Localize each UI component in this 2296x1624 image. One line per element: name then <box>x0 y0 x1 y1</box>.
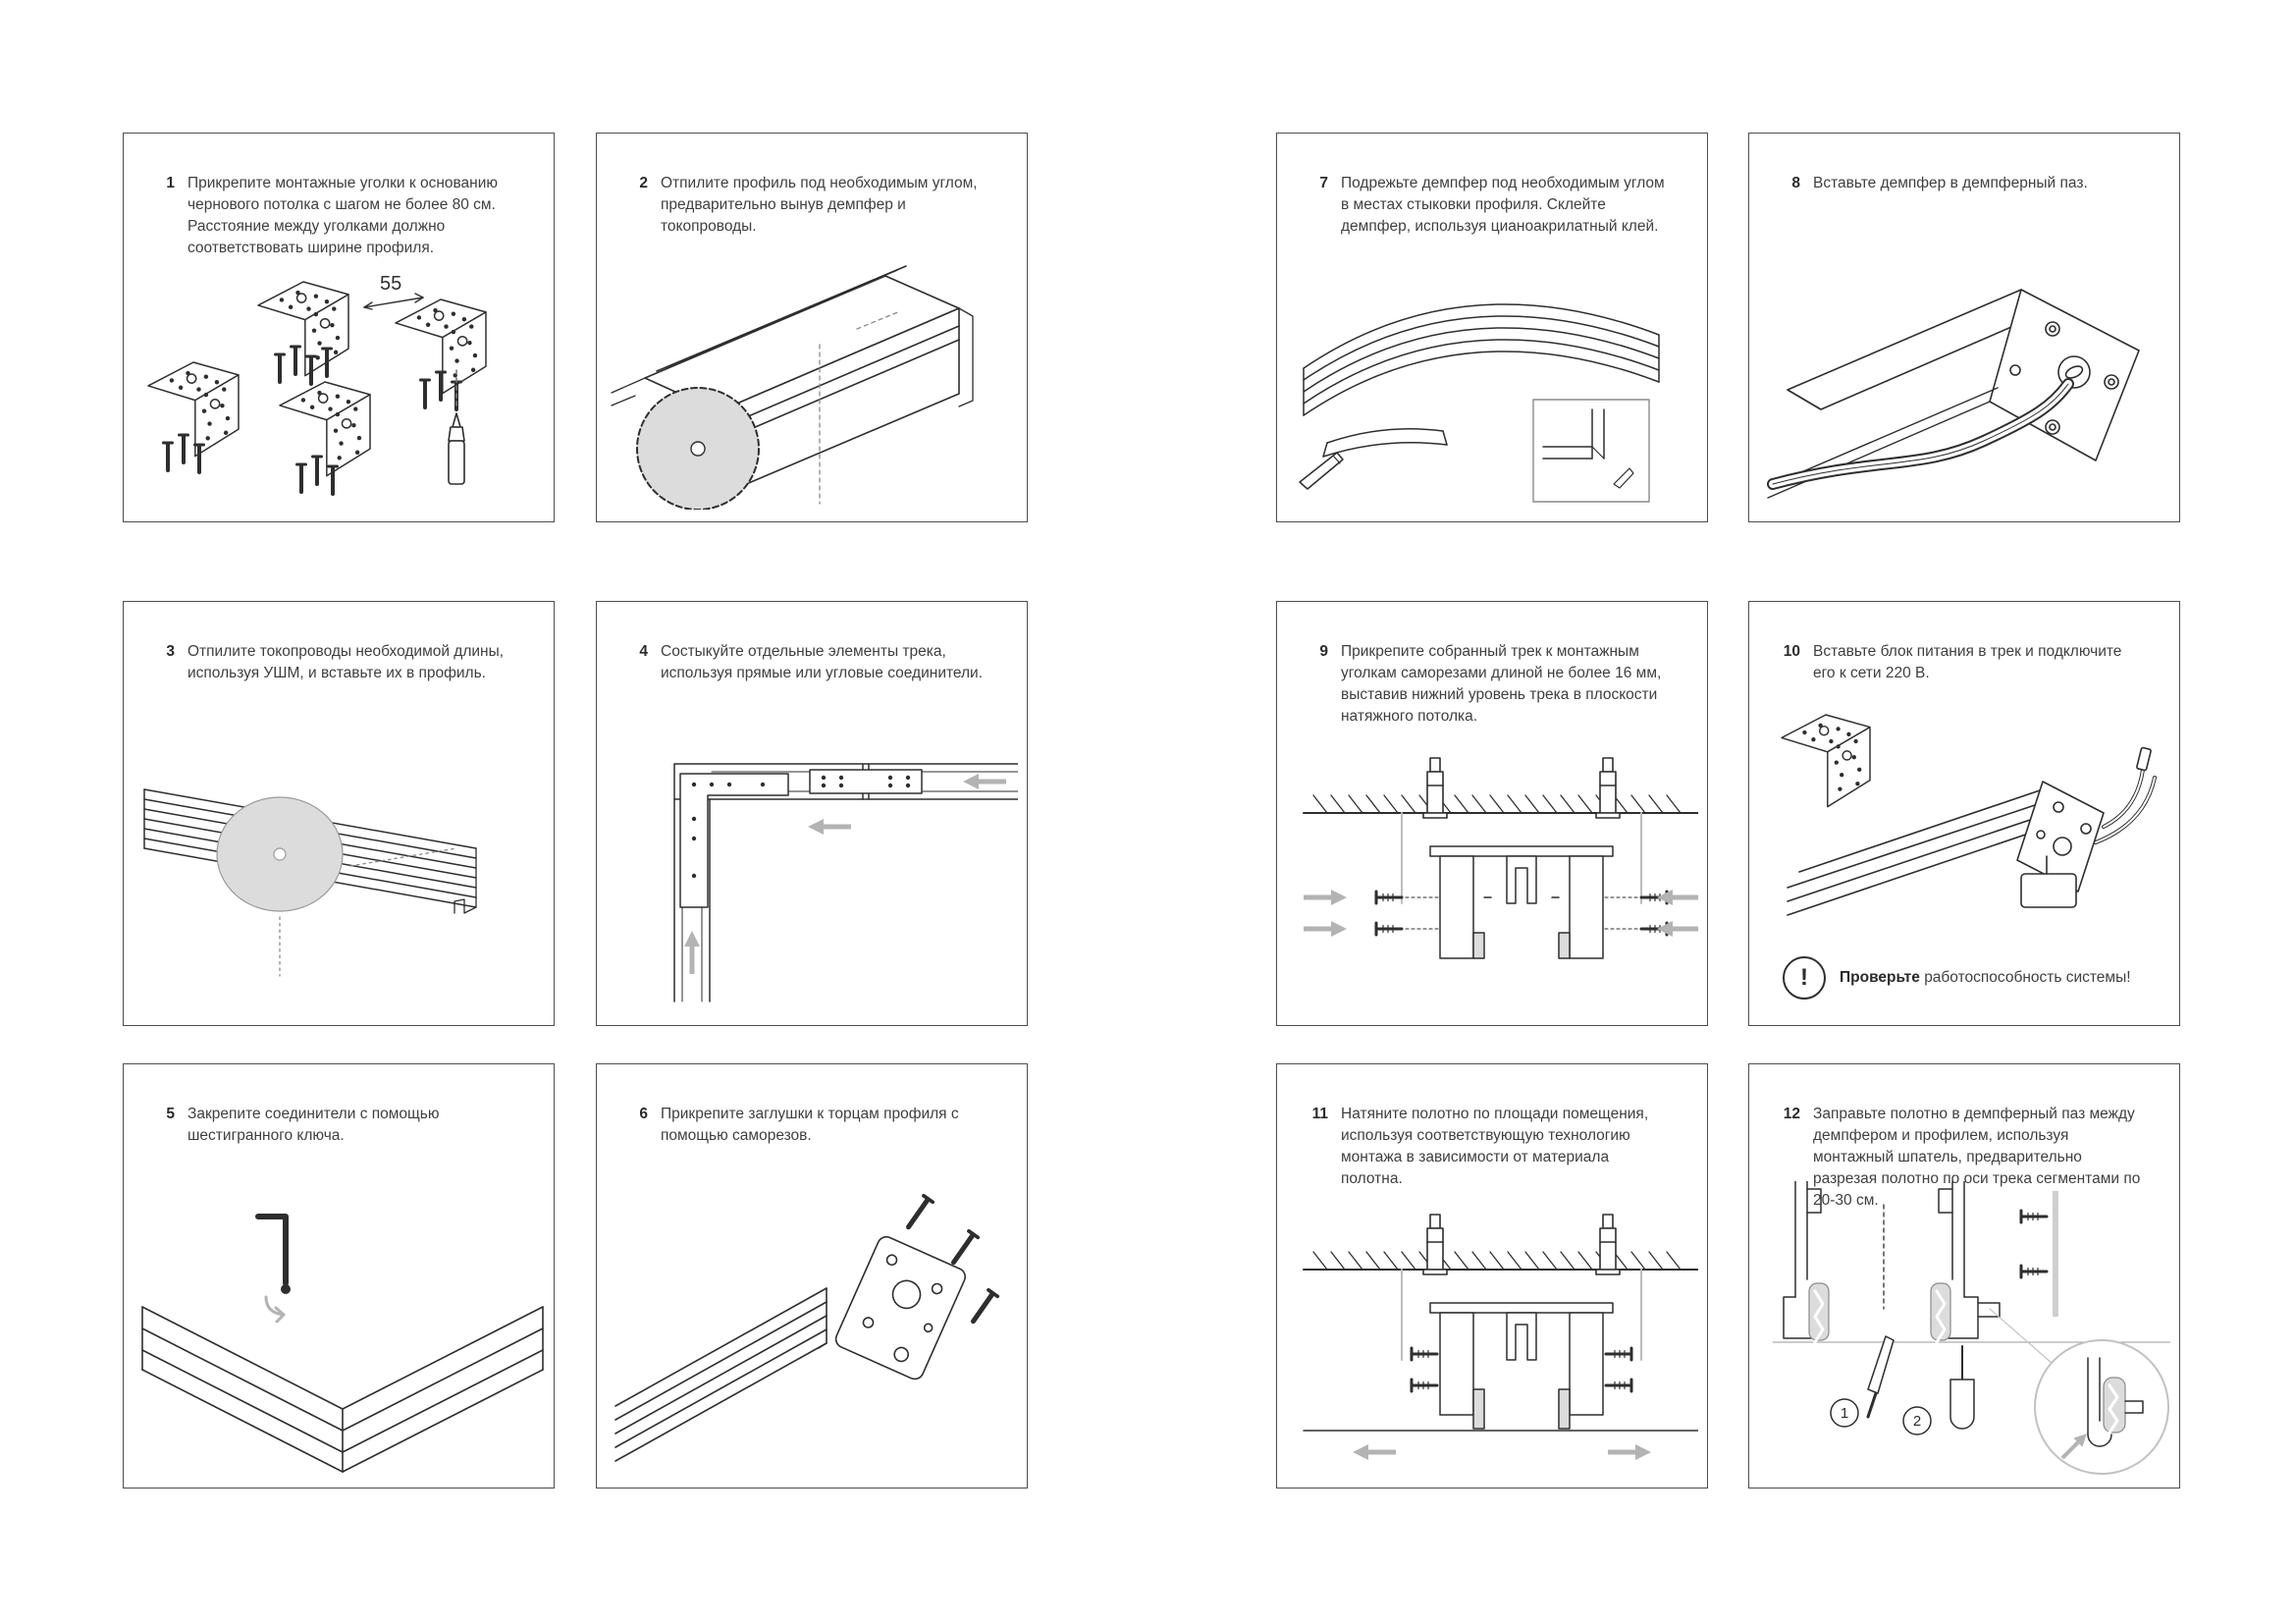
step-head <box>622 641 993 684</box>
rotation-arrow-icon <box>266 1297 284 1322</box>
step-panel-10 <box>1748 601 2180 1026</box>
hanger-bolt-icon <box>1423 1215 1447 1274</box>
step-number: 9 <box>1319 643 1328 660</box>
illustration-area <box>1277 1213 1707 1476</box>
step-number: 8 <box>1791 175 1800 191</box>
illustration-area <box>1749 1181 2179 1476</box>
arrow-right-icon <box>1304 890 1347 905</box>
power-supply-illustration <box>1758 709 2170 923</box>
hex-key-corner-illustration <box>133 1181 545 1476</box>
illustration-area <box>124 276 554 510</box>
step-panel-7 <box>1276 133 1708 522</box>
step-text: Натяните полотно по площади помещения, используя соответствующую технологию монтажа в зависимости от материала полотна. <box>1341 1106 1649 1187</box>
step-head <box>1775 641 2146 684</box>
step-text: Заправьте полотно в демпферный паз между демпфером и профилем, используя монтажный шпатель, предварительно разрезая полотно по оси трека сегментами по 20-30 см. <box>1813 1106 2141 1209</box>
straight-connector-plate <box>810 770 922 793</box>
warning-note <box>1783 956 2134 1000</box>
step-number: 4 <box>639 643 648 660</box>
step-text: Подрежьте демпфер под необходимым углом в местах стыковки профиля. Склейте демпфер, используя цианоакрилатный клей. <box>1341 175 1665 235</box>
connectors-illustration <box>606 729 1018 1013</box>
step-panel-12 <box>1748 1063 2180 1489</box>
arrow-left-icon <box>808 819 851 835</box>
step-text: Прикрепите монтажные уголки к основанию чернового потолка с шагом не более 80 см. Расстояние между уголками должно соответствовать ширине профиля. <box>187 175 499 256</box>
magnifier-detail <box>1990 1309 2168 1474</box>
ceiling-hatch <box>1313 1252 1681 1270</box>
step-text: Прикрепите заглушки к торцам профиля с помощью саморезов. <box>661 1106 959 1144</box>
step-head <box>1303 173 1674 238</box>
step-panel-3 <box>123 601 555 1026</box>
side-screws <box>1376 892 1667 935</box>
end-cap-illustration <box>606 1181 1018 1476</box>
step-text: Отпилите профиль под необходимым углом, предварительно вынув демпфер и токопроводы. <box>661 175 978 235</box>
step-text: Вставьте демпфер в демпферный паз. <box>1813 175 2088 191</box>
step-number: 1 <box>166 175 175 191</box>
dimension-label: 55 <box>380 276 402 295</box>
step-number: 12 <box>1783 1106 1800 1122</box>
step-head <box>1303 641 1674 728</box>
step-head <box>149 1104 520 1147</box>
cut-damper-piece <box>1323 429 1447 457</box>
exclamation-icon: ! <box>1783 956 1826 1000</box>
arrow-left-icon <box>1353 1444 1396 1460</box>
spatula-icon <box>1950 1346 1974 1429</box>
track-cross-section <box>1430 846 1613 958</box>
step-text: Вставьте блок питания в трек и подключите его к сети 220 В. <box>1813 643 2122 681</box>
side-screws <box>2021 1191 2058 1317</box>
step-panel-2 <box>596 133 1028 522</box>
step-number: 5 <box>166 1106 175 1122</box>
step-panel-6 <box>596 1063 1028 1489</box>
hanger-bolt-icon <box>1596 758 1620 818</box>
track-cross-section <box>1430 1303 1613 1429</box>
knife-icon <box>1300 453 1343 489</box>
step-text: Состыкуйте отдельные элементы трека, используя прямые или угловые соединители. <box>661 643 984 681</box>
step-head <box>622 1104 993 1147</box>
track-body <box>1788 789 2055 915</box>
circular-saw-blade-icon <box>637 388 759 510</box>
step-text: Закрепите соединители с помощью шестигранного ключа. <box>187 1106 440 1144</box>
end-cap-plate <box>833 1234 968 1381</box>
step-panel-4 <box>596 601 1028 1026</box>
illustration-area <box>1277 274 1707 510</box>
frame-corner <box>142 1307 543 1472</box>
membrane-tuck-illustration <box>1758 1181 2170 1476</box>
step-text: Прикрепите собранный трек к монтажным уголкам саморезами длиной не более 16 мм, выставив нижний уровень трека в плоскости натяжного потолка. <box>1341 643 1662 725</box>
step-panel-9 <box>1276 601 1708 1026</box>
mounting-brackets-illustration <box>133 276 545 510</box>
step-panel-1 <box>123 133 555 522</box>
profile-fragment-left <box>1784 1181 1829 1342</box>
step-panel-8 <box>1748 133 2180 522</box>
illustration-area <box>597 729 1027 1013</box>
hanger-bolt-icon <box>1596 1215 1620 1274</box>
profile-body <box>615 1288 827 1461</box>
curved-track <box>1304 304 1659 415</box>
callout-1-label: 1 <box>1840 1405 1849 1422</box>
ceiling-hatch <box>1313 795 1681 813</box>
dimension-55 <box>364 276 423 309</box>
warning-text <box>1840 967 2134 989</box>
illustration-area <box>124 1181 554 1476</box>
illustration-area <box>1749 709 2179 923</box>
step-panel-5 <box>123 1063 555 1489</box>
arrow-left-icon <box>963 774 1006 789</box>
grinder-disc-icon <box>217 797 343 911</box>
step-head <box>149 173 520 259</box>
warning-bold: Проверьте <box>1840 969 1920 987</box>
glue-joint-inset <box>1533 400 1649 502</box>
damper-insert-illustration <box>1758 252 2170 510</box>
illustration-area <box>597 1181 1027 1476</box>
step-number: 6 <box>639 1106 648 1122</box>
step-head <box>622 173 993 238</box>
illustration-area <box>1749 252 2179 510</box>
arrow-left-icon <box>1657 890 1698 905</box>
step-number: 10 <box>1783 643 1800 660</box>
illustration-area <box>597 262 1027 510</box>
callout-2-label: 2 <box>1912 1413 1922 1430</box>
corner-connector-plate <box>680 774 788 907</box>
step-head <box>149 641 520 684</box>
step-number: 7 <box>1319 175 1328 191</box>
step-number: 2 <box>639 175 648 191</box>
damper-mitre-illustration <box>1286 274 1698 510</box>
power-wires <box>2096 747 2155 842</box>
hanger-bolt-icon <box>1423 758 1447 818</box>
step-panel-11 <box>1276 1063 1708 1489</box>
busbar-grinder-illustration <box>133 729 545 1013</box>
step-head <box>1303 1104 1674 1190</box>
track-mounting-cross-section <box>1286 756 1698 1013</box>
arrow-right-icon <box>1608 1444 1651 1460</box>
step-text: Отпилите токопроводы необходимой длины, используя УШМ, и вставьте их в профиль. <box>187 643 505 681</box>
membrane-stretch-cross-section <box>1286 1213 1698 1476</box>
arrow-up-icon <box>684 931 700 974</box>
hex-key-icon <box>258 1217 291 1294</box>
warning-rest: работоспособность системы! <box>1924 969 2131 987</box>
step-number: 3 <box>166 643 175 660</box>
illustration-area <box>124 729 554 1013</box>
illustration-area <box>1277 756 1707 1013</box>
arrow-right-icon <box>1304 921 1347 937</box>
arrow-left-icon <box>1657 921 1698 937</box>
profile-saw-illustration <box>606 262 1018 510</box>
step-head <box>1775 173 2146 194</box>
step-number: 11 <box>1311 1106 1328 1122</box>
profile-fragment-center <box>1931 1181 2000 1342</box>
knife-icon <box>1868 1336 1894 1417</box>
